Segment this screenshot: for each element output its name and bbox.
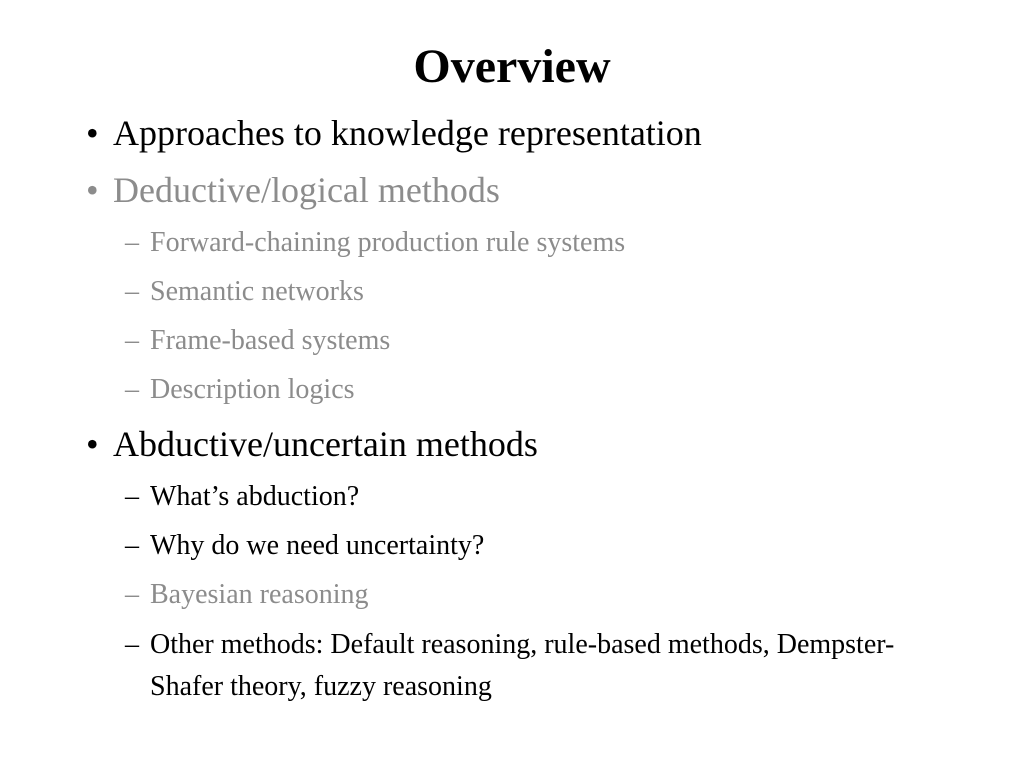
sub-item [125,373,355,407]
bullet-item [86,111,702,155]
bullet-marker: • [86,424,99,464]
bullet-text: Deductive/logical methods [113,170,500,210]
sub-item-text: Description logics [150,374,355,405]
dash-marker: – [125,374,139,405]
sub-item [125,480,359,514]
bullet-marker: • [86,170,99,210]
bullet-text: Approaches to knowledge representation [113,113,702,153]
sub-item [125,624,925,708]
sub-item [125,578,369,612]
bullet-item [86,422,538,466]
sub-item-text: What’s abduction? [150,481,360,512]
sub-item [125,324,390,358]
sub-item-text: Semantic networks [150,276,364,307]
dash-marker: – [125,481,139,512]
dash-marker: – [125,629,139,660]
bullet-item [86,168,500,212]
dash-marker: – [125,325,139,356]
dash-marker: – [125,227,139,258]
sub-item [125,275,364,309]
sub-item-text: Forward-chaining production rule systems [150,227,626,258]
sub-item-text: Frame-based systems [150,325,391,356]
slide-title: Overview [413,40,611,93]
sub-item [125,529,484,563]
sub-item-text: Bayesian reasoning [150,579,369,610]
bullet-marker: • [86,113,99,153]
dash-marker: – [125,530,139,561]
sub-item [125,226,625,260]
dash-marker: – [125,276,139,307]
dash-marker: – [125,579,139,610]
sub-item-text: Why do we need uncertainty? [150,530,485,561]
sub-item-text: Other methods: Default reasoning, rule-based methods, Dempster-Shafer theory, fuzzy reasoning [150,629,895,702]
bullet-text: Abductive/uncertain methods [113,424,538,464]
